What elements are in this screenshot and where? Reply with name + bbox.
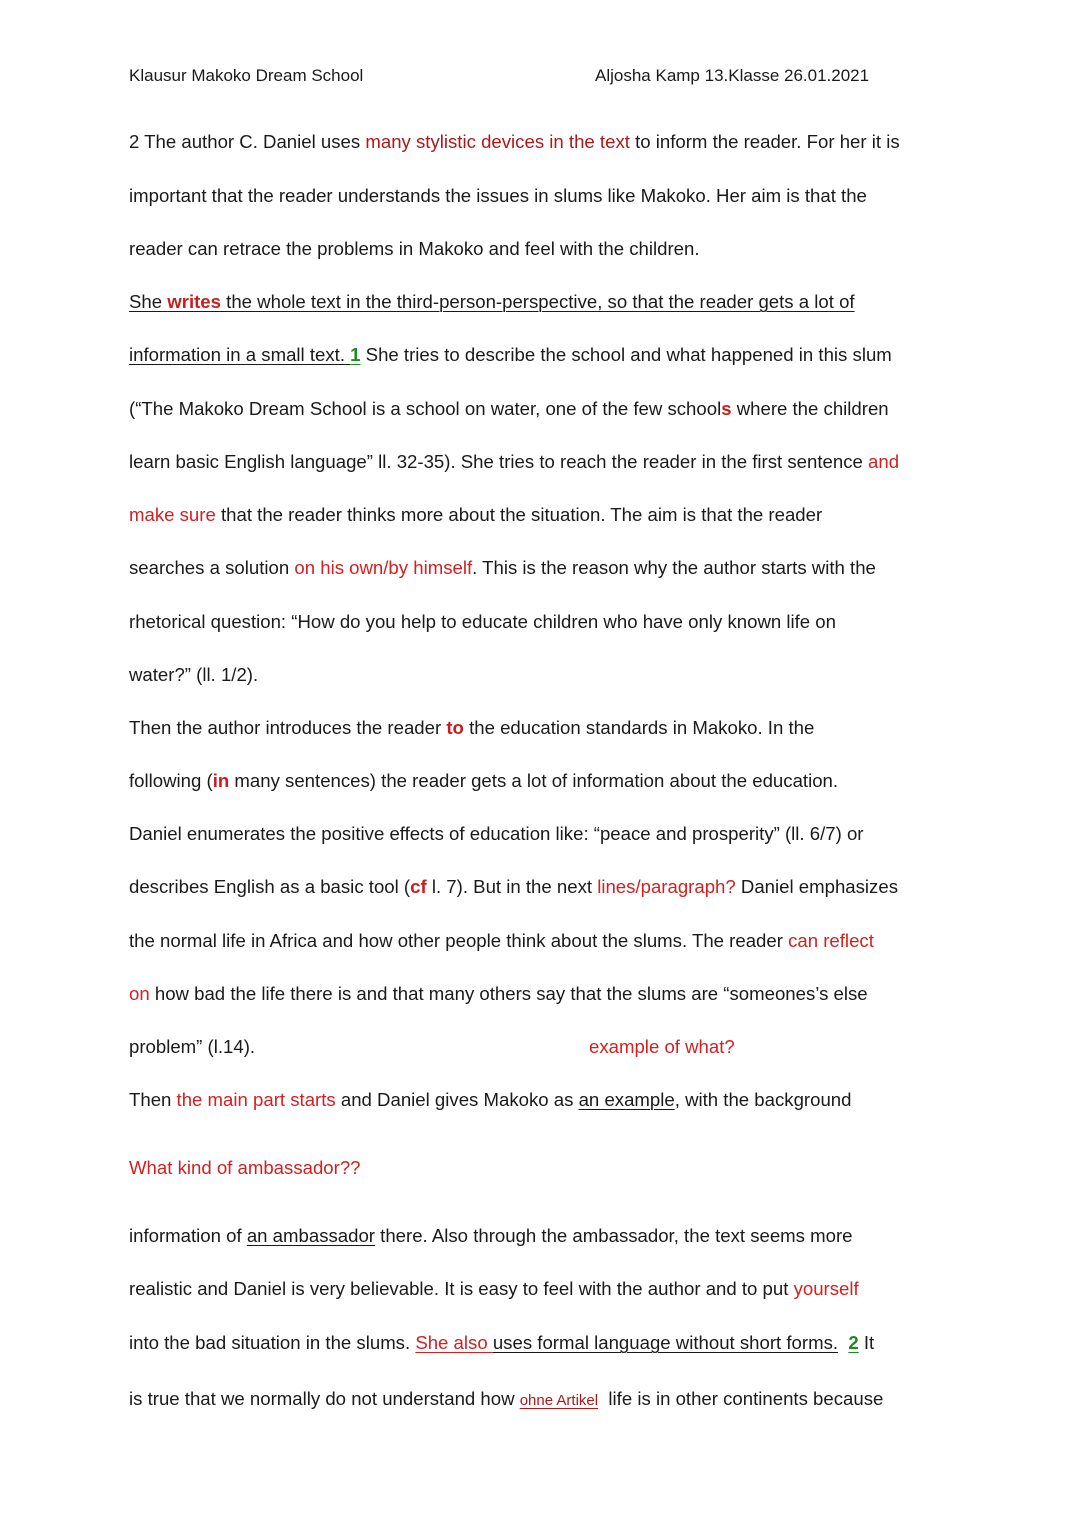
correction-and: and — [868, 451, 900, 472]
correction-by-himself: on his own/by himself — [294, 557, 473, 578]
text-line-14: Daniel enumerates the positive effects of education like: “peace and prosperity” (ll. 6/7) or — [129, 823, 864, 844]
text-line-7: learn basic English language” ll. 32-35). She tries to reach the reader in the first sentence and — [129, 451, 900, 472]
correction-can-reflect: can reflect — [788, 930, 874, 951]
correction-yourself: yourself — [793, 1278, 859, 1299]
correction-lines-paragraph: lines/paragraph? — [597, 876, 736, 897]
text-line-17: on how bad the life there is and that many others say that the slums are “someones’s else — [129, 983, 868, 1004]
underlined-an-ambassador: an ambassador — [246, 1225, 375, 1246]
header-title: Klausur Makoko Dream School — [129, 66, 364, 85]
text-line-18: problem” (l.14). example of what? — [129, 1036, 735, 1057]
text-line-12: Then the author introduces the reader to the education standards in Makoko. In the — [129, 717, 815, 738]
text-line-1: 2 The author C. Daniel uses many stylistic devices in the text to inform the reader. For her it is — [129, 131, 900, 152]
text-line-2: important that the reader understands the issues in slums like Makoko. Her aim is that the — [129, 185, 867, 206]
text-line-6: (“The Makoko Dream School is a school on water, one of the few schools where the children — [129, 398, 889, 419]
text-line-21: information of an ambassador there. Also through the ambassador, the text seems more — [129, 1225, 853, 1246]
text-line-9: searches a solution on his own/by himself. This is the reason why the author starts with the — [129, 557, 876, 578]
comment-example-of-what: example of what? — [589, 1036, 735, 1057]
correction-make-sure: make sure — [129, 504, 216, 525]
text-line-22: realistic and Daniel is very believable. It is easy to feel with the author and to put yourself — [129, 1278, 859, 1299]
margin-mark-1: 1 — [350, 344, 361, 365]
correction-plural-s: s — [721, 398, 732, 419]
text-line-16: the normal life in Africa and how other people think about the slums. The reader can reflect — [129, 930, 874, 951]
comment-ohne-artikel: ohne Artikel — [519, 1392, 599, 1409]
text-line-11: water?” (ll. 1/2). — [129, 664, 259, 685]
correction-on: on — [129, 983, 150, 1004]
text-line-4: She writes the whole text in the third-person-perspective, so that the reader gets a lot of — [129, 291, 855, 312]
margin-mark-2: 2 — [848, 1332, 859, 1353]
header-author-date: Aljosha Kamp 13.Klasse 26.01.2021 — [595, 66, 870, 85]
text-line-24: is true that we normally do not understand how ohne Artikel life is in other continents because — [129, 1388, 884, 1409]
text-line-5: information in a small text. 1 She tries to describe the school and what happened in this slum — [129, 344, 892, 365]
correction-stylistic-devices: many stylistic devices in the text — [365, 131, 630, 152]
correction-writes: writes — [167, 291, 221, 312]
text-line-19: Then the main part starts and Daniel gives Makoko as an example, with the background — [129, 1089, 852, 1110]
comment-ambassador: What kind of ambassador?? — [129, 1157, 361, 1178]
text-line-10: rhetorical question: “How do you help to educate children who have only known life on — [129, 611, 836, 632]
correction-she-also: She also — [415, 1332, 493, 1353]
text-line-8: make sure that the reader thinks more about the situation. The aim is that the reader — [129, 504, 823, 525]
text-line-3: reader can retrace the problems in Makoko and feel with the children. — [129, 238, 700, 259]
text-line-13: following (in many sentences) the reader gets a lot of information about the education. — [129, 770, 839, 791]
text-line-15: describes English as a basic tool (cf l. 7). But in the next lines/paragraph? Daniel emphasizes — [129, 876, 898, 897]
underlined-an-example: an example — [578, 1089, 675, 1110]
text-line-23: into the bad situation in the slums. She also uses formal language without short forms. 2 It — [129, 1332, 875, 1353]
correction-main-part: the main part starts — [176, 1089, 336, 1110]
correction-to: to — [446, 717, 464, 738]
correction-in: in — [212, 770, 230, 791]
correction-cf: cf — [410, 876, 427, 897]
